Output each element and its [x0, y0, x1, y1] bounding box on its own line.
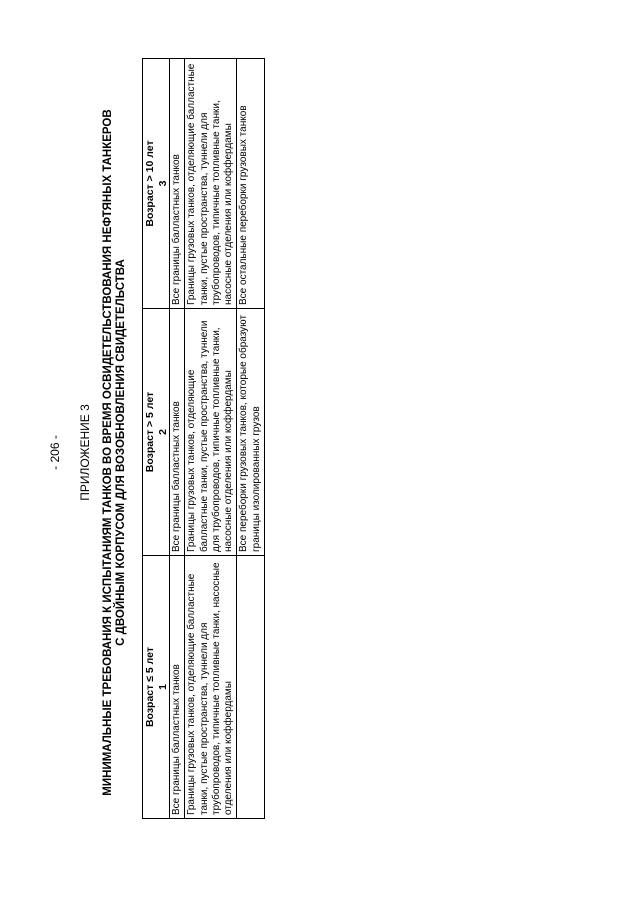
column-header-age-gt-5 — [143, 309, 170, 556]
title-line-2: С ДВОЙНЫМ КОРПУСОМ ДЛЯ ВОЗОБНОВЛЕНИЯ СВИДЕТЕЛЬСТВА — [115, 259, 127, 646]
column-header-age-gt-10 — [143, 59, 170, 309]
table-cell-empty — [237, 556, 265, 819]
header-label: Возраст > 5 лет — [144, 391, 156, 473]
table-cell: Границы грузовых танков, отделяющие балластные танки, пустые пространства, туннели для трубопроводов, типичные топливные танки, насосные отделения или коффердамы — [185, 556, 237, 819]
table-cell: Все границы балластных танков — [170, 309, 185, 556]
header-number: 1 — [156, 684, 169, 690]
table-row — [170, 59, 185, 819]
document-title — [102, 80, 128, 825]
table-cell: Все границы балластных танков — [170, 59, 185, 309]
table-row — [185, 59, 237, 819]
table-cell: Все переборки грузовых танков, которые образуют границы изолированных грузов — [237, 309, 265, 556]
page-number: - 206 - — [48, 435, 62, 470]
header-label: Возраст ≤ 5 лет — [144, 646, 156, 728]
title-line-1: МИНИМАЛЬНЫЕ ТРЕБОВАНИЯ К ИСПЫТАНИЯМ ТАНКОВ ВО ВРЕМЯ ОСВИДЕТЕЛЬСТВОВАНИЯ НЕФТЯНЫХ ТАНКЕРОВ — [102, 109, 114, 796]
table-cell: Границы грузовых танков, отделяющие балластные танки, пустые пространства, туннели для трубопроводов, типичные топливные танки, насосные отделения или коффердамы — [185, 309, 237, 556]
table-cell: Все границы балластных танков — [170, 556, 185, 819]
header-number: 3 — [156, 180, 169, 187]
table-row — [237, 59, 265, 819]
header-number: 2 — [156, 429, 169, 435]
table-cell: Границы грузовых танков, отделяющие балластные танки, пустые пространства, туннели для трубопроводов, типичные топливные танки, насосные отделения или коффердамы — [185, 59, 237, 309]
header-row — [143, 59, 170, 819]
requirements-table — [142, 58, 265, 819]
appendix-label: ПРИЛОЖЕНИЕ 3 — [78, 404, 92, 501]
header-label: Возраст > 10 лет — [144, 140, 156, 227]
table-cell: Все остальные переборки грузовых танков — [237, 59, 265, 309]
column-header-age-le-5 — [143, 556, 170, 819]
